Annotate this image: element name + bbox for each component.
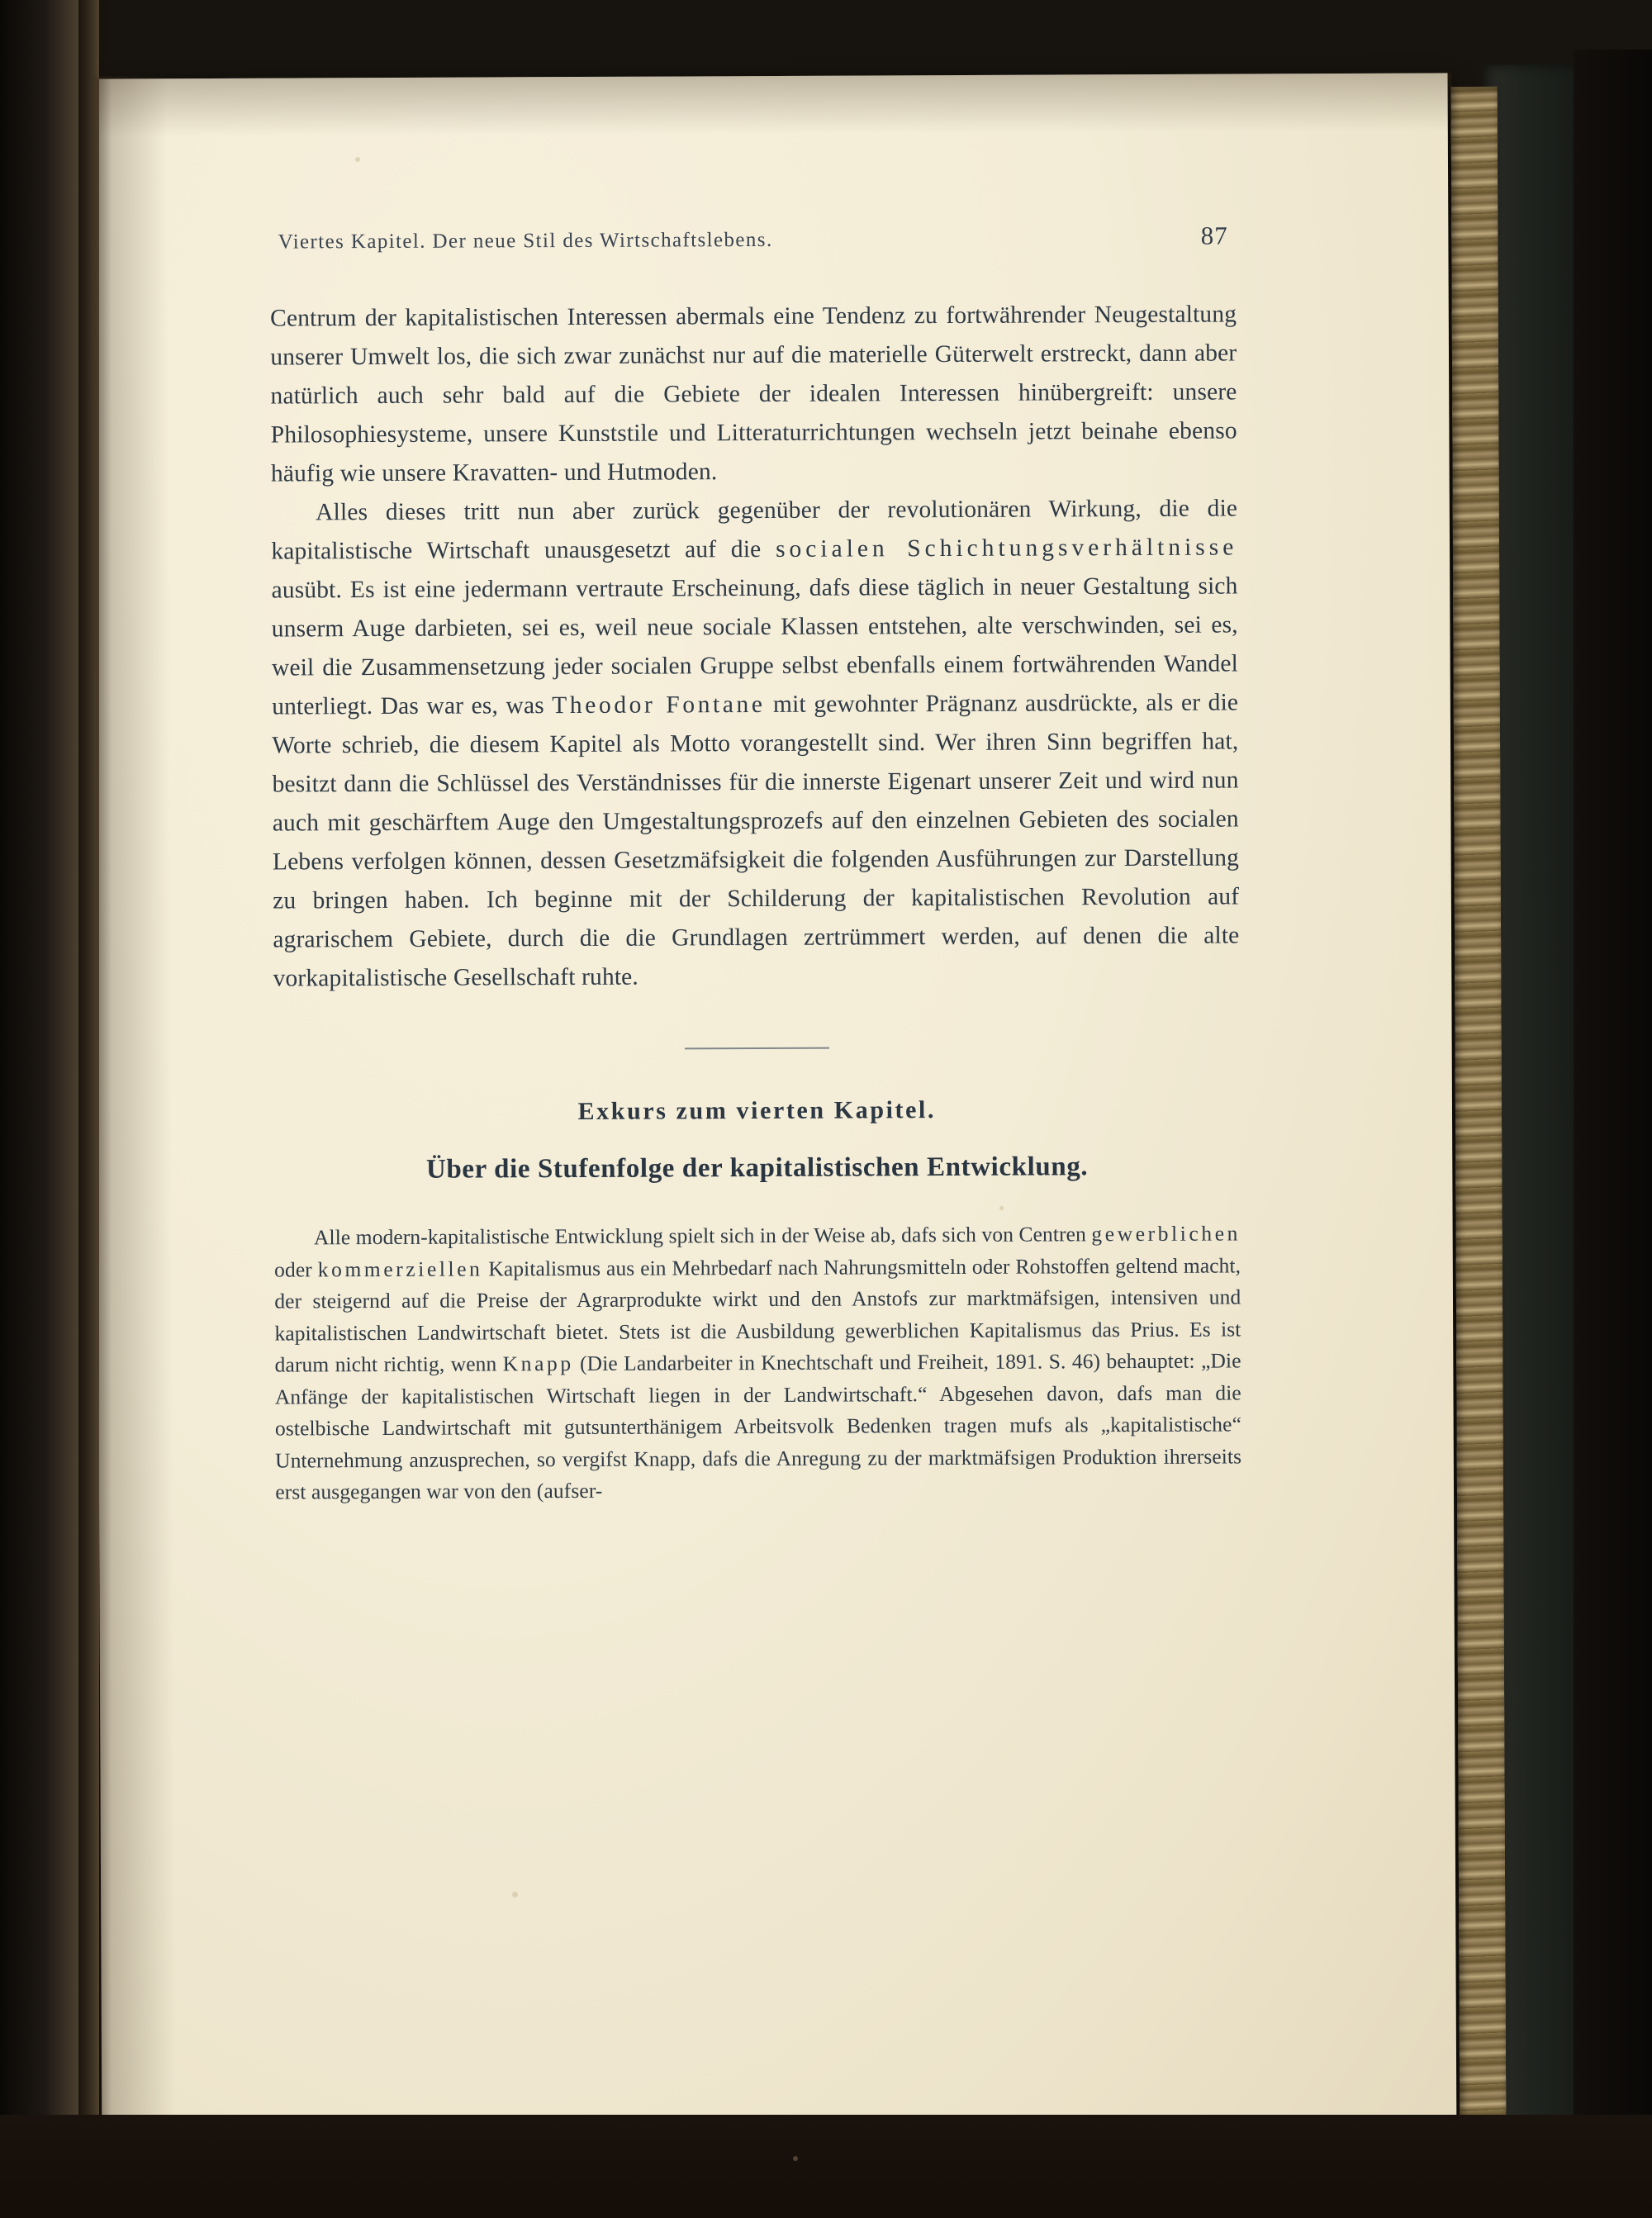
paragraph-2-part-2: ausübt. Es ist eine jedermann vertraute Erscheinung, dafs diese täglich in neuer Gestaltung sich unserm Auge darbieten, sei es, weil neue sociale Klassen entstehen, alte verschwinden, sei es, weil die Zusammensetzung jeder socialen Gruppe selbst ebenfalls einem fortwährenden Wandel unterliegt. Das war es, was xyxy=(271,572,1239,720)
page-number: 87 xyxy=(1200,221,1228,250)
excursus-paragraph xyxy=(274,1218,1242,1508)
page-text-body xyxy=(270,221,1242,1508)
excursus-emphasis-gewerblichen: gewerblichen xyxy=(1091,1221,1241,1247)
section-divider-rule xyxy=(684,1047,828,1050)
paragraph-2-emphasis-sociale-schichtung: socialen Schichtungsverhältnisse xyxy=(775,534,1238,563)
book-cover-outer-edge xyxy=(1574,50,1652,2218)
paragraph-1: Centrum der kapitalistischen Interessen abermals eine Tendenz zu fortwährender Neugestaltung unserer Umwelt los, die sich zwar zunächst nur auf die materielle Güterwelt erstreckt, dann aber natürlich auch sehr bald auf die Gebiete der idealen Interessen hinübergreift: unsere Philosophiesysteme, unsere Kunststile und Litteraturrichtungen wechseln jetzt beinahe ebenso häufig wie unsere Kravatten- und Hutmoden. xyxy=(270,301,1237,487)
running-head xyxy=(270,221,1237,254)
paragraph-2-name-fontane: Theodor Fontane xyxy=(552,691,766,720)
marbled-fore-edge xyxy=(1451,87,1507,2144)
paragraph-2-part-3: mit gewohnter Prägnanz ausdrückte, als er die Worte schrieb, die diesem Kapitel als Motto vorangestellt sind. Wer ihren Sinn begriffen hat, besitzt dann die Schlüssel des Verständnisses für die innerste Eigenart unserer Zeit und wird nun auch mit geschärftem Auge den Umgestaltungsprozefs auf den einzelnen Gebieten des socialen Lebens verfolgen können, dessen Gesetzmäfsigkeit die folgenden Ausführungen zur Darstellung zu bringen haben. Ich beginne mit der Schilderung der kapitalistischen Revolution auf agrarischem Gebiete, durch die die Grundlagen zertrümmert werden, auf denen die alte vorkapitalistische Gesellschaft ruhte. xyxy=(272,689,1240,992)
excursus-emphasis-kommerziellen: kommerziellen xyxy=(317,1256,483,1281)
excursus-part-4: (Die Landarbeiter in Knechtschaft und Freiheit, 1891. S. 46) behauptet: „Die Anfänge der kapitalistischen Wirtschaft liegen in der Landwirtschaft.“ Abgesehen davon, dafs man die ostelbische Landwirtschaft mit gutsunterthänigem Arbeitsvolk Bedenken tragen mufs als „kapitalistische“ Unternehmung anzusprechen, so vergifst Knapp, dafs die Anregung zu der marktmäfsigen Produktion ihrerseits erst ausgegangen war von den (aufser- xyxy=(274,1348,1242,1504)
excursus-name-knapp: Knapp xyxy=(502,1351,574,1376)
excursus-part-1: Alle modern-kapitalistische Entwicklung spielt sich in der Weise ab, dafs sich von Centren xyxy=(313,1222,1092,1250)
book-gutter-shadow xyxy=(78,0,112,2218)
excursus-part-3: Kapitalismus aus ein Mehrbedarf nach Nahrungsmitteln oder Rohstoffen geltend macht, der steigernd auf die Preise der Agrarprodukte wirkt und den Anstofs zur marktmäfsigen, intensiven und kapitalistischen Landwirtschaft bietet. Stets ist die Ausbildung gewerblichen Kapitalismus das Prius. Es ist darum nicht richtig, wenn xyxy=(274,1252,1241,1377)
excursus-part-2: oder xyxy=(274,1256,318,1282)
table-surface-bottom xyxy=(0,2115,1652,2218)
excursus-label: Exkurs zum vierten Kapitel. xyxy=(577,1096,937,1125)
running-head-title: Viertes Kapitel. Der neue Stil des Wirtschaftslebens. xyxy=(278,228,773,254)
paragraph-2-part-1: Alles dieses tritt nun aber zurück gegenüber der revolutionären Wirkung, die die kapitalistische Wirtschaft unausgesetzt auf die xyxy=(271,495,1238,565)
paragraph-2 xyxy=(271,489,1240,998)
excursus-title: Über die Stufenfolge der kapitalistischen Entwicklung. xyxy=(425,1152,1089,1185)
